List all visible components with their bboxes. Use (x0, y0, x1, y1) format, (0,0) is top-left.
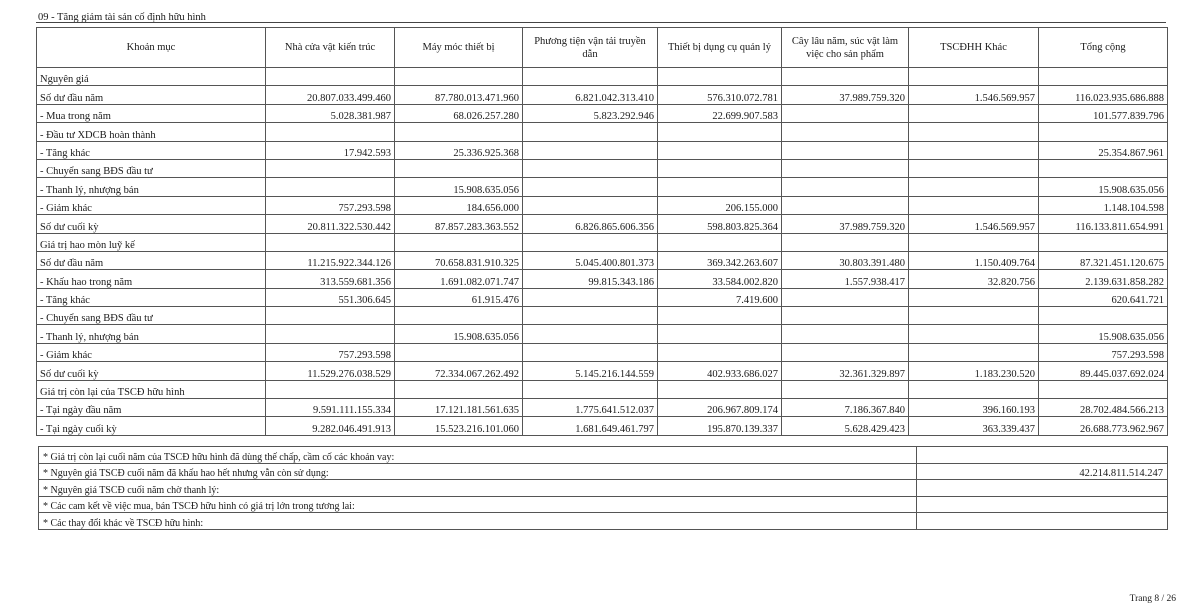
table-row (37, 251, 1168, 269)
row-label: Giá trị hao mòn luỹ kế (37, 233, 266, 251)
value-cell: 576.310.072.781 (658, 86, 782, 104)
value-cell (1039, 159, 1168, 177)
row-label: - Tại ngày cuối kỳ (37, 417, 266, 435)
value-cell (782, 233, 909, 251)
value-cell (909, 233, 1039, 251)
value-cell (658, 307, 782, 325)
value-cell (782, 178, 909, 196)
value-cell (909, 307, 1039, 325)
value-cell: 206.967.809.174 (658, 399, 782, 417)
note-row (39, 513, 1168, 530)
value-cell: 757.293.598 (1039, 343, 1168, 361)
value-cell: 87.780.013.471.960 (395, 86, 523, 104)
value-cell (782, 123, 909, 141)
value-cell: 9.282.046.491.913 (266, 417, 395, 435)
table-row (37, 307, 1168, 325)
value-cell: 6.821.042.313.410 (523, 86, 658, 104)
value-cell: 17.942.593 (266, 141, 395, 159)
row-label: Giá trị còn lại của TSCĐ hữu hình (37, 380, 266, 398)
note-value (917, 496, 1168, 513)
value-cell: 1.681.649.461.797 (523, 417, 658, 435)
value-cell (658, 233, 782, 251)
table-row (37, 343, 1168, 361)
value-cell: 2.139.631.858.282 (1039, 270, 1168, 288)
value-cell: 15.908.635.056 (395, 178, 523, 196)
value-cell (1039, 380, 1168, 398)
value-cell (909, 68, 1039, 86)
value-cell (1039, 123, 1168, 141)
value-cell: 757.293.598 (266, 343, 395, 361)
value-cell: 11.529.276.038.529 (266, 362, 395, 380)
table-row (37, 270, 1168, 288)
value-cell (266, 178, 395, 196)
row-label: - Chuyển sang BĐS đầu tư (37, 159, 266, 177)
value-cell: 9.591.111.155.334 (266, 399, 395, 417)
value-cell: 87.857.283.363.552 (395, 215, 523, 233)
value-cell (523, 288, 658, 306)
row-label: - Khấu hao trong năm (37, 270, 266, 288)
value-cell: 99.815.343.186 (523, 270, 658, 288)
column-header: Phương tiện vận tải truyền dẫn (523, 28, 658, 68)
table-body (37, 68, 1168, 436)
value-cell (782, 288, 909, 306)
value-cell (782, 196, 909, 214)
value-cell: 363.339.437 (909, 417, 1039, 435)
table-row (37, 123, 1168, 141)
note-row (39, 480, 1168, 497)
value-cell: 5.823.292.946 (523, 104, 658, 122)
value-cell: 7.186.367.840 (782, 399, 909, 417)
value-cell: 184.656.000 (395, 196, 523, 214)
column-header: Thiết bị dụng cụ quản lý (658, 28, 782, 68)
value-cell (266, 307, 395, 325)
value-cell (658, 68, 782, 86)
top-rule (36, 22, 1166, 23)
value-cell: 37.989.759.320 (782, 86, 909, 104)
value-cell: 25.336.925.368 (395, 141, 523, 159)
value-cell (266, 233, 395, 251)
value-cell: 1.183.230.520 (909, 362, 1039, 380)
table-row (37, 380, 1168, 398)
value-cell (658, 141, 782, 159)
value-cell: 1.546.569.957 (909, 86, 1039, 104)
value-cell (782, 68, 909, 86)
value-cell (523, 325, 658, 343)
value-cell: 15.523.216.101.060 (395, 417, 523, 435)
value-cell: 101.577.839.796 (1039, 104, 1168, 122)
table-row (37, 68, 1168, 86)
value-cell: 68.026.257.280 (395, 104, 523, 122)
value-cell (395, 343, 523, 361)
value-cell: 15.908.635.056 (1039, 178, 1168, 196)
value-cell: 620.641.721 (1039, 288, 1168, 306)
value-cell: 20.807.033.499.460 (266, 86, 395, 104)
value-cell: 6.826.865.606.356 (523, 215, 658, 233)
value-cell: 22.699.907.583 (658, 104, 782, 122)
value-cell (782, 104, 909, 122)
column-header: Cây lâu năm, súc vật làm việc cho sản phẩm (782, 28, 909, 68)
value-cell (523, 68, 658, 86)
value-cell (658, 123, 782, 141)
note-value (917, 447, 1168, 464)
note-value: 42.214.811.514.247 (917, 463, 1168, 480)
value-cell (909, 288, 1039, 306)
value-cell: 369.342.263.607 (658, 251, 782, 269)
row-label: - Tại ngày đầu năm (37, 399, 266, 417)
value-cell (523, 307, 658, 325)
row-label: Số dư đầu năm (37, 251, 266, 269)
table-row (37, 362, 1168, 380)
value-cell: 5.045.400.801.373 (523, 251, 658, 269)
column-header: Khoản mục (37, 28, 266, 68)
value-cell: 1.691.082.071.747 (395, 270, 523, 288)
fixed-assets-table (36, 27, 1168, 436)
row-label: - Thanh lý, nhượng bán (37, 325, 266, 343)
value-cell: 26.688.773.962.967 (1039, 417, 1168, 435)
value-cell (909, 380, 1039, 398)
value-cell (909, 123, 1039, 141)
value-cell (658, 178, 782, 196)
section-title: 09 - Tăng giảm tài sản cố định hữu hình (38, 12, 206, 23)
table-row (37, 86, 1168, 104)
value-cell: 1.557.938.417 (782, 270, 909, 288)
value-cell (658, 380, 782, 398)
value-cell (266, 380, 395, 398)
value-cell: 28.702.484.566.213 (1039, 399, 1168, 417)
notes-table (38, 446, 1168, 530)
note-label: * Nguyên giá TSCĐ cuối năm đã khấu hao hết nhưng vẫn còn sử dụng: (39, 463, 917, 480)
value-cell (782, 141, 909, 159)
value-cell: 206.155.000 (658, 196, 782, 214)
value-cell (523, 380, 658, 398)
note-value (917, 480, 1168, 497)
table-row (37, 196, 1168, 214)
table-row (37, 215, 1168, 233)
note-value (917, 513, 1168, 530)
value-cell (909, 178, 1039, 196)
value-cell: 37.989.759.320 (782, 215, 909, 233)
table-header-row (37, 28, 1168, 68)
row-label: Nguyên giá (37, 68, 266, 86)
value-cell (395, 380, 523, 398)
value-cell: 32.820.756 (909, 270, 1039, 288)
value-cell (1039, 68, 1168, 86)
value-cell: 15.908.635.056 (1039, 325, 1168, 343)
value-cell: 195.870.139.337 (658, 417, 782, 435)
value-cell: 20.811.322.530.442 (266, 215, 395, 233)
value-cell (395, 159, 523, 177)
column-header: Nhà cửa vật kiến trúc (266, 28, 395, 68)
value-cell: 61.915.476 (395, 288, 523, 306)
row-label: - Thanh lý, nhượng bán (37, 178, 266, 196)
table-row (37, 325, 1168, 343)
table-row (37, 104, 1168, 122)
row-label: - Giảm khác (37, 343, 266, 361)
value-cell (658, 343, 782, 361)
value-cell (266, 68, 395, 86)
value-cell: 5.145.216.144.559 (523, 362, 658, 380)
value-cell (782, 343, 909, 361)
value-cell (395, 68, 523, 86)
row-label: Số dư đầu năm (37, 86, 266, 104)
value-cell: 598.803.825.364 (658, 215, 782, 233)
note-row (39, 447, 1168, 464)
table-row (37, 159, 1168, 177)
value-cell (909, 325, 1039, 343)
value-cell: 551.306.645 (266, 288, 395, 306)
value-cell (909, 159, 1039, 177)
value-cell: 116.023.935.686.888 (1039, 86, 1168, 104)
value-cell: 25.354.867.961 (1039, 141, 1168, 159)
value-cell (1039, 233, 1168, 251)
value-cell (1039, 307, 1168, 325)
value-cell: 32.361.329.897 (782, 362, 909, 380)
value-cell: 87.321.451.120.675 (1039, 251, 1168, 269)
value-cell (523, 343, 658, 361)
value-cell (782, 325, 909, 343)
value-cell (523, 196, 658, 214)
row-label: - Chuyển sang BĐS đầu tư (37, 307, 266, 325)
value-cell: 33.584.002.820 (658, 270, 782, 288)
value-cell (266, 159, 395, 177)
note-label: * Các thay đổi khác về TSCĐ hữu hình: (39, 513, 917, 530)
table-row (37, 417, 1168, 435)
value-cell (523, 123, 658, 141)
value-cell (266, 123, 395, 141)
value-cell (782, 380, 909, 398)
page-number: Trang 8 / 26 (1129, 594, 1176, 604)
value-cell (266, 325, 395, 343)
row-label: - Mua trong năm (37, 104, 266, 122)
note-row (39, 496, 1168, 513)
value-cell: 72.334.067.262.492 (395, 362, 523, 380)
row-label: - Tăng khác (37, 288, 266, 306)
table-row (37, 399, 1168, 417)
row-label: - Giảm khác (37, 196, 266, 214)
value-cell (523, 141, 658, 159)
value-cell: 70.658.831.910.325 (395, 251, 523, 269)
value-cell: 30.803.391.480 (782, 251, 909, 269)
note-row (39, 463, 1168, 480)
value-cell: 1.546.569.957 (909, 215, 1039, 233)
value-cell (909, 343, 1039, 361)
value-cell: 1.148.104.598 (1039, 196, 1168, 214)
value-cell (909, 104, 1039, 122)
value-cell: 1.150.409.764 (909, 251, 1039, 269)
value-cell: 396.160.193 (909, 399, 1039, 417)
value-cell: 116.133.811.654.991 (1039, 215, 1168, 233)
table-row (37, 178, 1168, 196)
value-cell: 15.908.635.056 (395, 325, 523, 343)
value-cell (658, 325, 782, 343)
row-label: Số dư cuối kỳ (37, 215, 266, 233)
column-header: Tổng cộng (1039, 28, 1168, 68)
value-cell: 313.559.681.356 (266, 270, 395, 288)
value-cell: 1.775.641.512.037 (523, 399, 658, 417)
table-row (37, 233, 1168, 251)
value-cell (909, 196, 1039, 214)
note-label: * Giá trị còn lại cuối năm của TSCĐ hữu hình đã dùng thế chấp, cầm cố các khoản vay: (39, 447, 917, 464)
row-label: Số dư cuối kỳ (37, 362, 266, 380)
value-cell (395, 123, 523, 141)
value-cell (782, 307, 909, 325)
value-cell (395, 307, 523, 325)
row-label: - Tăng khác (37, 141, 266, 159)
table-row (37, 288, 1168, 306)
value-cell (523, 159, 658, 177)
value-cell (658, 159, 782, 177)
value-cell: 757.293.598 (266, 196, 395, 214)
value-cell (782, 159, 909, 177)
value-cell (523, 233, 658, 251)
column-header: TSCĐHH Khác (909, 28, 1039, 68)
value-cell: 5.028.381.987 (266, 104, 395, 122)
note-label: * Các cam kết về việc mua, bán TSCĐ hữu hình có giá trị lớn trong tương lai: (39, 496, 917, 513)
row-label: - Đầu tư XDCB hoàn thành (37, 123, 266, 141)
note-label: * Nguyên giá TSCĐ cuối năm chờ thanh lý: (39, 480, 917, 497)
value-cell: 89.445.037.692.024 (1039, 362, 1168, 380)
value-cell: 402.933.686.027 (658, 362, 782, 380)
value-cell: 5.628.429.423 (782, 417, 909, 435)
value-cell (909, 141, 1039, 159)
value-cell (395, 233, 523, 251)
value-cell: 7.419.600 (658, 288, 782, 306)
value-cell: 17.121.181.561.635 (395, 399, 523, 417)
column-header: Máy móc thiết bị (395, 28, 523, 68)
value-cell (523, 178, 658, 196)
table-row (37, 141, 1168, 159)
value-cell: 11.215.922.344.126 (266, 251, 395, 269)
